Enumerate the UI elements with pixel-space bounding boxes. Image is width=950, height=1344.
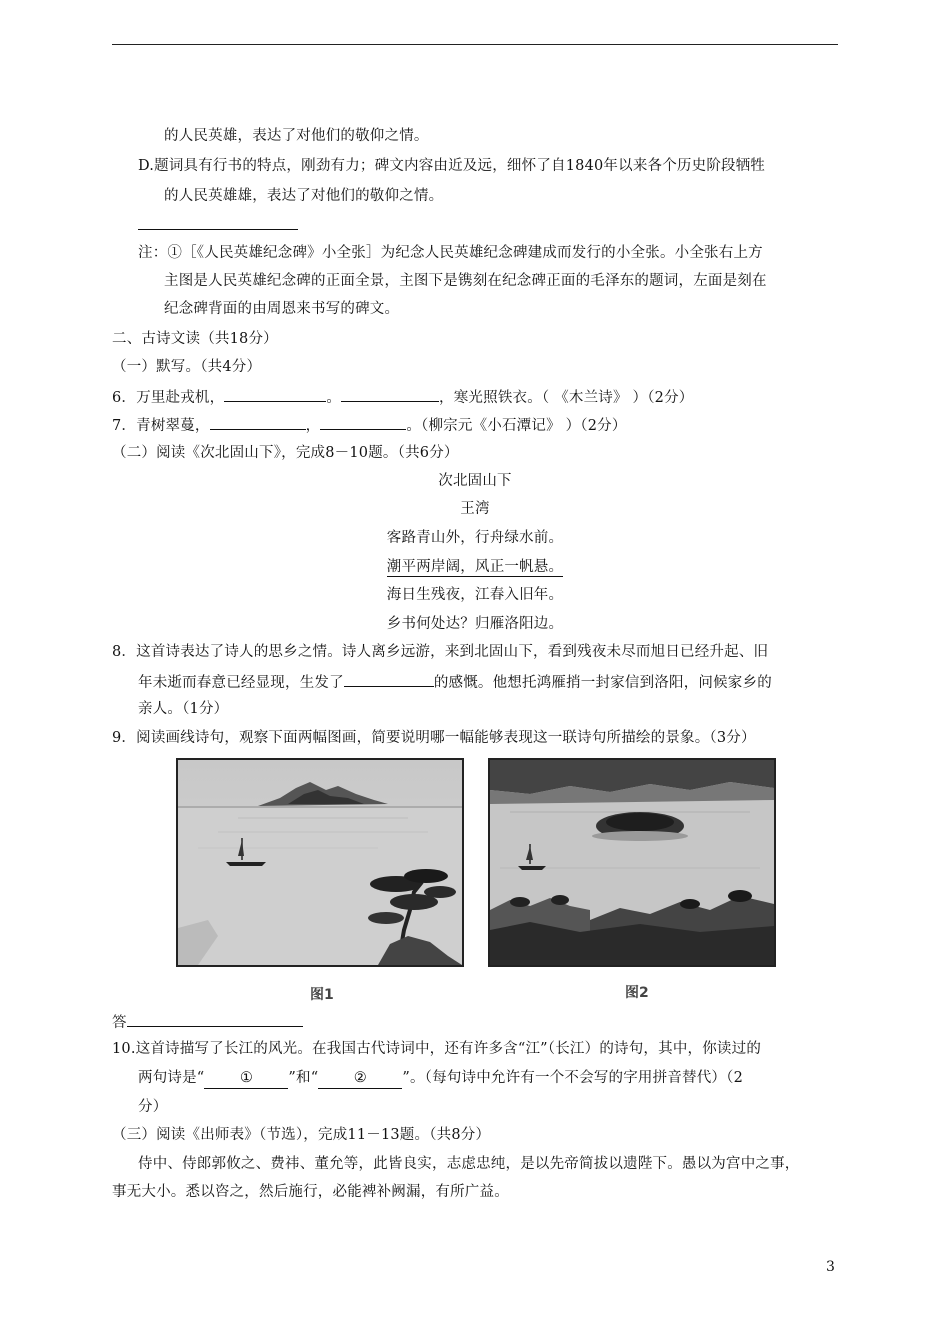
poem-title: 次北固山下 [438, 473, 512, 489]
q6-blank-2[interactable] [341, 386, 439, 402]
q10-blank-2[interactable]: ② [318, 1068, 402, 1089]
q10-line2-suffix: ”。（每句诗中允许有一个不会写的字用拼音替代）（2 [402, 1070, 743, 1086]
poem-line-4: 乡书何处达？归雁洛阳边。 [386, 616, 564, 632]
q7-prefix: 7．青树翠蔓， [112, 418, 210, 434]
q9-text: 9．阅读画线诗句，观察下面两幅图画，简要说明哪一幅能够表现这一联诗句所描绘的景象。（3分） [112, 730, 756, 746]
figure-1-caption: 图1 [310, 987, 334, 1003]
figure-2-caption: 图2 [625, 985, 649, 1001]
section2-title: 二、古诗文读（共18分） [112, 331, 278, 347]
q10-blank-1[interactable]: ① [204, 1068, 288, 1089]
option-d-line1: D.题词具有行书的特点，刚劲有力；碑文内容由近及远，细怀了自1840年以来各个历史阶段牺牲 [138, 158, 766, 174]
page-number: 3 [826, 1259, 835, 1275]
q8-blank[interactable] [344, 671, 434, 687]
question-6 [112, 386, 693, 408]
q7-mid: ， [305, 418, 321, 434]
q8-line2-prefix: 年未逝而春意已经显现，生发了 [138, 675, 344, 691]
q10-line2-mid: ”和“ [288, 1070, 319, 1086]
q6-mid: 。 [326, 390, 342, 406]
poem-line-1: 客路青山外，行舟绿水前。 [386, 530, 564, 546]
figure-1-painting [178, 760, 462, 965]
part2-title: （二）阅读《次北固山下》，完成8－10题。（共6分） [112, 445, 459, 461]
q6-prefix: 6．万里赴戎机， [112, 390, 225, 406]
q6-blank-1[interactable] [224, 386, 326, 402]
question-7 [112, 414, 627, 436]
part3-title: （三）阅读《出师表》（节选），完成11－13题。（共8分） [112, 1127, 491, 1143]
q10-line1: 10.这首诗描写了长江的风光。在我国古代诗词中，还有许多含“江”（长江）的诗句，其中，你读过的 [112, 1041, 762, 1057]
header-rule [112, 44, 838, 45]
passage-line1: 侍中、侍郎郭攸之、费祎、董允等，此皆良实，志虑忠纯，是以先帝简拔以遗陛下。愚以为宫中之事， [138, 1156, 800, 1172]
q8-line2 [138, 671, 772, 693]
figure-2-painting [490, 760, 774, 965]
q10-line3: 分） [138, 1099, 168, 1115]
q7-blank-1[interactable] [210, 414, 306, 430]
q9-answer-blank[interactable] [127, 1011, 303, 1027]
q7-blank-2[interactable] [320, 414, 406, 430]
option-c-tail: 的人民英雄，表达了对他们的敬仰之情。 [164, 128, 429, 144]
note-line2: 主图是人民英雄纪念碑的正面全景，主图下是镌刻在纪念碑正面的毛泽东的题词，左面是刻在 [164, 273, 767, 289]
passage-line2: 事无大小。悉以咨之，然后施行，必能裨补阙漏，有所广益。 [112, 1184, 509, 1200]
q9-answer-line [112, 1011, 303, 1033]
figure-2-image [488, 758, 776, 967]
q10-line2-prefix: 两句诗是“ [138, 1070, 205, 1086]
poem-line-3: 海日生残夜，江春入旧年。 [386, 587, 564, 603]
part1-title: （一）默写。（共4分） [112, 359, 262, 375]
footnote-divider [138, 229, 298, 230]
q6-suffix: ，寒光照铁衣。（ 《木兰诗》 ）（2分） [439, 390, 694, 406]
answer-label: 答 [112, 1015, 127, 1031]
q8-line1: 8．这首诗表达了诗人的思乡之情。诗人离乡远游，来到北固山下，看到残夜未尽而旭日已经升起、旧 [112, 644, 769, 660]
q8-line3: 亲人。（1分） [138, 701, 229, 717]
note-line1: 注：①［《人民英雄纪念碑》小全张］为纪念人民英雄纪念碑建成而发行的小全张。小全张右上方 [138, 245, 763, 261]
q8-line2-suffix: 的感慨。他想托鸿雁捎一封家信到洛阳，问候家乡的 [433, 675, 772, 691]
q10-line2 [138, 1068, 743, 1089]
option-d-line2: 的人民英雄雄，表达了对他们的敬仰之情。 [164, 188, 444, 204]
underlined-verse: 潮平两岸阔，风正一帆悬。 [386, 559, 564, 575]
poem-author: 王湾 [460, 501, 490, 517]
figure-1-image [176, 758, 464, 967]
note-line3: 纪念碑背面的由周恩来书写的碑文。 [164, 301, 400, 317]
poem-line-2-underlined [0, 557, 950, 577]
q7-suffix: 。（柳宗元《小石潭记》 ）（2分） [406, 418, 627, 434]
